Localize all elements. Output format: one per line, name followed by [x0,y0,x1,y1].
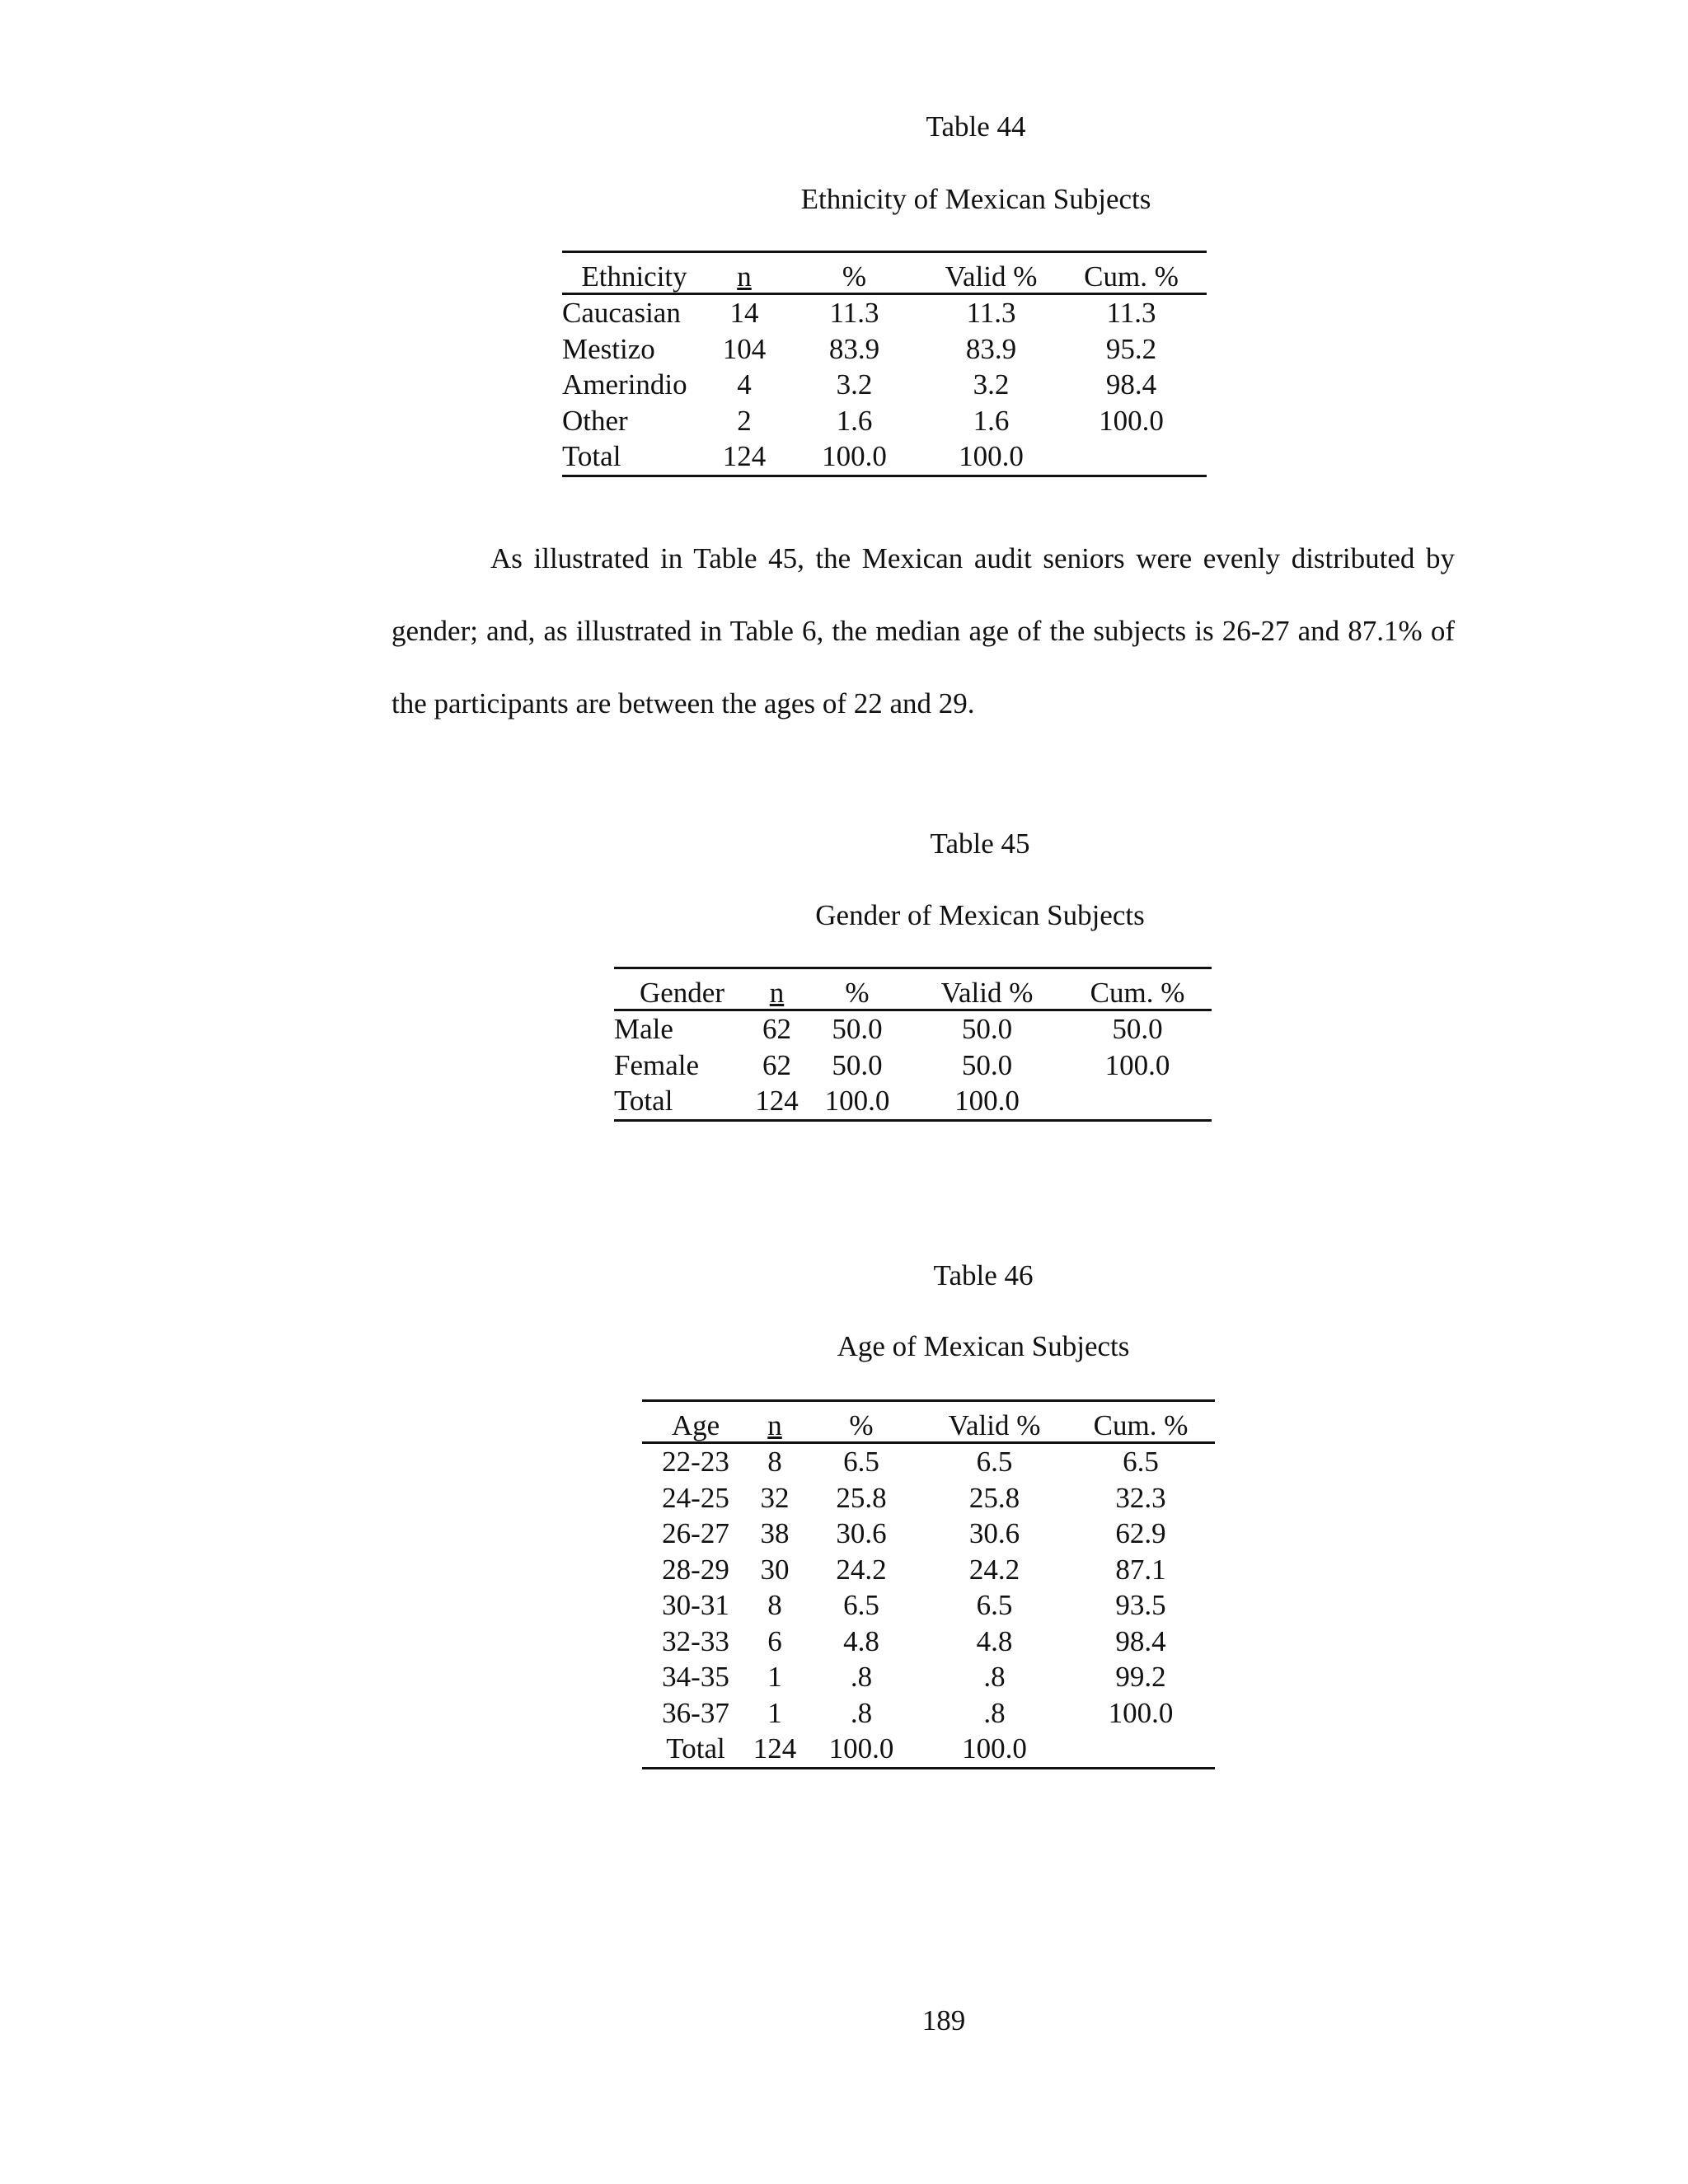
column-header: Cum. % [1063,968,1212,1010]
body-paragraph: As illustrated in Table 45, the Mexican audit seniors were evenly distributed by gender; and, as illustrated in Table 6, the median age of the subjects is 26-27 and 87.1% of the participants are between the ages of 22 and 29. [392,542,1455,719]
table-cell: 62 [762,1048,791,1081]
table-cell: Mestizo [562,332,655,365]
table-row [562,294,1207,331]
table-cell: 30.6 [968,1517,1020,1550]
table-cell: 100.0 [1108,1696,1174,1729]
table-cell: 3.2 [973,368,1010,401]
table-cell: 11.3 [829,297,879,330]
table-cell: 4 [737,368,752,401]
table-cell: 50.0 [961,1013,1013,1046]
table-44 [562,251,1207,477]
table-row [614,1083,1212,1120]
table-cell: 32.3 [1115,1481,1166,1514]
table-cell: 104 [722,332,767,365]
column-header: n [749,1401,800,1443]
table-row [562,403,1207,439]
table-row [642,1443,1215,1480]
table-cell: 38 [760,1517,790,1550]
table-cell: 24-25 [662,1481,729,1514]
column-header: Ethnicity [562,252,706,294]
column-header: n [706,252,782,294]
table-cell: 87.1 [1115,1553,1166,1586]
table-cell: 32-33 [662,1624,729,1657]
table-cell: Female [614,1048,700,1081]
table-cell: 124 [755,1085,799,1118]
table-cell: 62.9 [1115,1517,1166,1550]
table-cell: 6.5 [976,1446,1013,1479]
table-cell: Male [614,1013,673,1046]
table-45-number: Table 45 [930,827,1030,860]
table-cell: 100.0 [1099,404,1164,437]
table-row [642,1480,1215,1516]
table-cell: 100.0 [1104,1048,1170,1081]
column-header: Cum. % [1056,252,1207,294]
table-cell: 6.5 [843,1446,879,1479]
table-cell: 4.8 [976,1624,1013,1657]
table-row [642,1516,1215,1552]
table-cell: .8 [983,1696,1006,1729]
table-row [642,1552,1215,1588]
table-cell: 50.0 [961,1048,1013,1081]
table-cell: 50.0 [1112,1013,1163,1046]
table-cell: 2 [737,404,752,437]
table-cell: 83.9 [965,332,1017,365]
table-cell: 50.0 [832,1013,883,1046]
table-cell: 124 [722,440,767,473]
table-cell: 100.0 [828,1732,894,1765]
table-45-title: Gender of Mexican Subjects [815,899,1145,931]
table-cell: 6 [767,1624,782,1657]
table-cell: 30-31 [662,1589,729,1622]
table-cell: 8 [767,1589,782,1622]
column-header: % [800,1401,922,1443]
table-cell: .8 [850,1696,873,1729]
table-46 [642,1399,1215,1769]
table-cell: 98.4 [1105,368,1157,401]
table-cell: 3.2 [836,368,873,401]
table-45 [614,967,1212,1122]
table-row [562,367,1207,403]
table-cell: 93.5 [1115,1589,1166,1622]
table-cell: .8 [850,1661,873,1694]
table-44-title: Ethnicity of Mexican Subjects [800,183,1151,215]
table-row [562,331,1207,368]
table-cell: 14 [729,297,759,330]
table-row [562,438,1207,476]
column-header: Valid % [922,1401,1067,1443]
table-cell: 32 [760,1481,790,1514]
table-cell: 34-35 [662,1661,729,1694]
table-cell: 30 [760,1553,790,1586]
table-cell: 4.8 [843,1624,879,1657]
table-cell: 25.8 [968,1481,1020,1514]
table-cell: 11.3 [966,297,1016,330]
table-cell: Caucasian [562,297,681,330]
table-cell: Amerindio [562,368,687,401]
table-cell: 28-29 [662,1553,729,1586]
table-cell: Total [666,1732,725,1765]
table-row [642,1587,1215,1624]
table-cell: 1 [767,1661,782,1694]
table-row [614,1047,1212,1084]
table-cell: 1.6 [973,404,1010,437]
table-cell: 95.2 [1105,332,1157,365]
table-cell: 24.2 [968,1553,1020,1586]
column-header: Gender [614,968,750,1010]
table-cell [1056,438,1207,476]
column-header: % [804,968,911,1010]
table-cell: 25.8 [836,1481,887,1514]
table-cell: 36-37 [662,1696,729,1729]
table-cell: 30.6 [836,1517,887,1550]
table-cell: 6.5 [843,1589,879,1622]
column-header: Age [642,1401,749,1443]
column-header: Valid % [911,968,1063,1010]
table-cell: 1.6 [836,404,873,437]
table-cell: 100.0 [954,1085,1020,1118]
table-row [642,1731,1215,1768]
column-header: n [750,968,804,1010]
table-cell: 50.0 [832,1048,883,1081]
table-cell: 8 [767,1446,782,1479]
table-cell [1067,1731,1215,1768]
table-46-number: Table 46 [933,1259,1034,1291]
column-header: Cum. % [1067,1401,1215,1443]
table-cell: 100.0 [824,1085,890,1118]
table-cell: .8 [983,1661,1006,1694]
table-cell: 1 [767,1696,782,1729]
page-number: 189 [921,2004,966,2036]
table-cell: Total [562,440,621,473]
table-row [642,1659,1215,1695]
column-header: Valid % [926,252,1056,294]
table-cell: 22-23 [662,1446,729,1479]
table-row [642,1695,1215,1732]
table-cell: Total [614,1085,673,1118]
table-row [614,1010,1212,1047]
table-cell: 6.5 [1123,1446,1159,1479]
table-row [642,1624,1215,1660]
table-cell: 100.0 [822,440,887,473]
table-44-number: Table 44 [926,110,1026,143]
table-cell: Other [562,404,628,437]
table-cell [1063,1083,1212,1120]
table-cell: 98.4 [1115,1624,1166,1657]
table-cell: 62 [762,1013,791,1046]
table-cell: 24.2 [836,1553,887,1586]
table-cell: 11.3 [1106,297,1156,330]
table-46-title: Age of Mexican Subjects [837,1330,1130,1362]
table-cell: 99.2 [1115,1661,1166,1694]
table-cell: 83.9 [828,332,880,365]
table-cell: 124 [753,1732,797,1765]
table-cell: 100.0 [962,1732,1027,1765]
table-cell: 26-27 [662,1517,729,1550]
table-cell: 100.0 [959,440,1024,473]
table-cell: 6.5 [976,1589,1013,1622]
column-header: % [782,252,926,294]
